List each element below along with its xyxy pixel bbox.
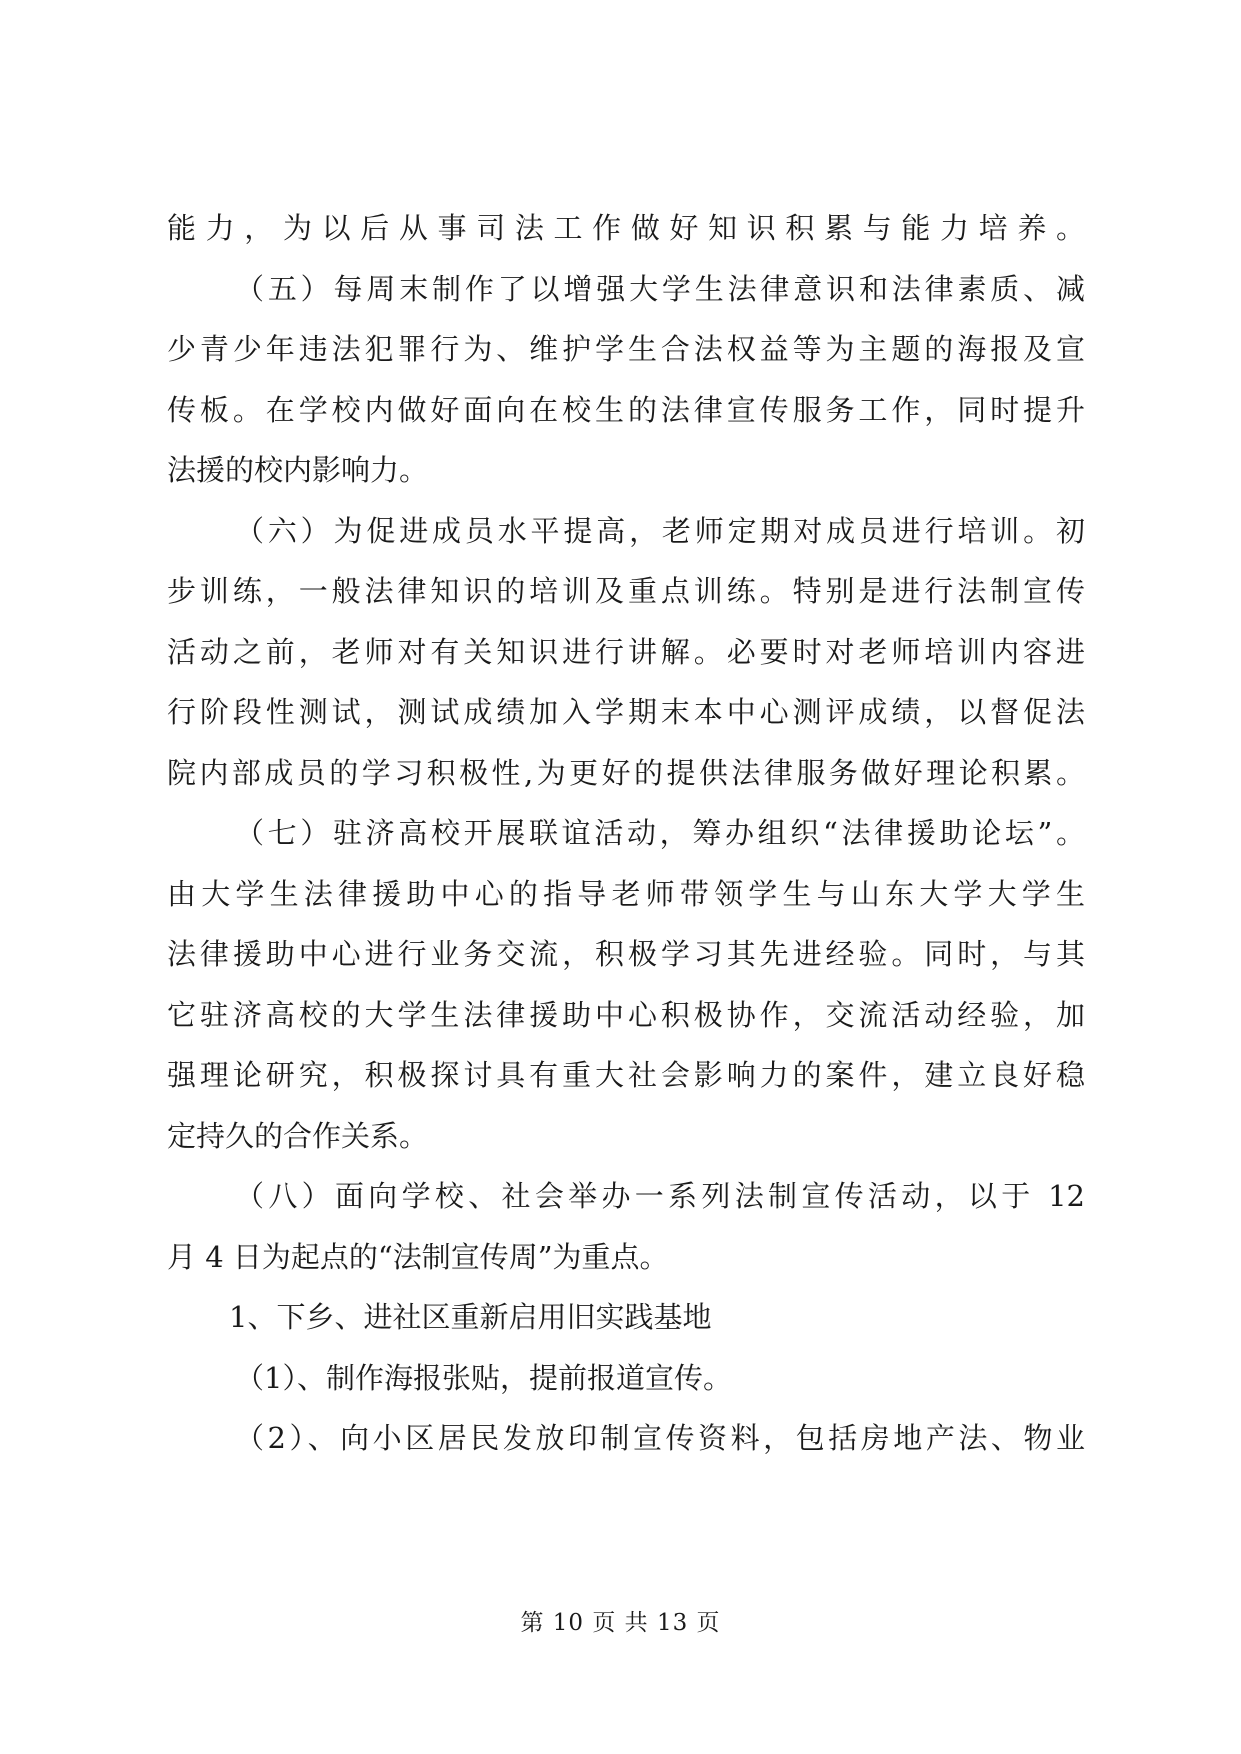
text-line: 活动之前，老师对有关知识进行讲解。必要时对老师培训内容进 bbox=[167, 634, 1085, 669]
text-line: 定持久的合作关系。 bbox=[167, 1118, 429, 1153]
text-line: 由大学生法律援助中心的指导老师带领学生与山东大学大学生 bbox=[167, 876, 1085, 911]
text-line: 步训练，一般法律知识的培训及重点训练。特别是进行法制宣传 bbox=[167, 574, 1085, 608]
text-line: 院内部成员的学习积极性,为更好的提供法律服务做好理论积累。 bbox=[167, 755, 1085, 790]
text-line: 少青少年违法犯罪行为、维护学生合法权益等为主题的海报及宣 bbox=[167, 332, 1085, 366]
body-text bbox=[167, 198, 1085, 1469]
text-line: 它驻济高校的大学生法律援助中心积极协作，交流活动经验，加 bbox=[167, 997, 1085, 1032]
paragraph-8-line: （八）面向学校、社会举办一系列法制宣传活动，以于 12 bbox=[235, 1179, 1085, 1213]
text-line: 强理论研究，积极探讨具有重大社会影响力的案件，建立良好稳 bbox=[167, 1058, 1085, 1092]
text-line: 传板。在学校内做好面向在校生的法律宣传服务工作，同时提升 bbox=[167, 392, 1085, 427]
text-line: 法援的校内影响力。 bbox=[167, 453, 429, 487]
paragraph-5-line: （五）每周末制作了以增强大学生法律意识和法律素质、减 bbox=[235, 271, 1085, 306]
list-item: （2）、向小区居民发放印制宣传资料，包括房地产法、物业 bbox=[235, 1421, 1085, 1455]
list-item-heading: 1、下乡、进社区重新启用旧实践基地 bbox=[229, 1300, 712, 1334]
text-line: 能力，为以后从事司法工作做好知识积累与能力培养。 bbox=[167, 211, 1085, 245]
paragraph-7-line: （七）驻济高校开展联谊活动，筹办组织“法律援助论坛”。 bbox=[235, 816, 1085, 850]
paragraph-6-line: （六）为促进成员水平提高，老师定期对成员进行培训。初 bbox=[235, 513, 1085, 548]
text-line: 行阶段性测试，测试成绩加入学期末本中心测评成绩，以督促法 bbox=[167, 695, 1085, 729]
page-number-footer: 第 10 页 共 13 页 bbox=[520, 1610, 721, 1636]
text-line: 月 4 日为起点的“法制宣传周”为重点。 bbox=[167, 1239, 669, 1274]
text-line: 法律援助中心进行业务交流，积极学习其先进经验。同时，与其 bbox=[167, 937, 1085, 971]
list-item: （1）、制作海报张贴，提前报道宣传。 bbox=[235, 1360, 732, 1395]
